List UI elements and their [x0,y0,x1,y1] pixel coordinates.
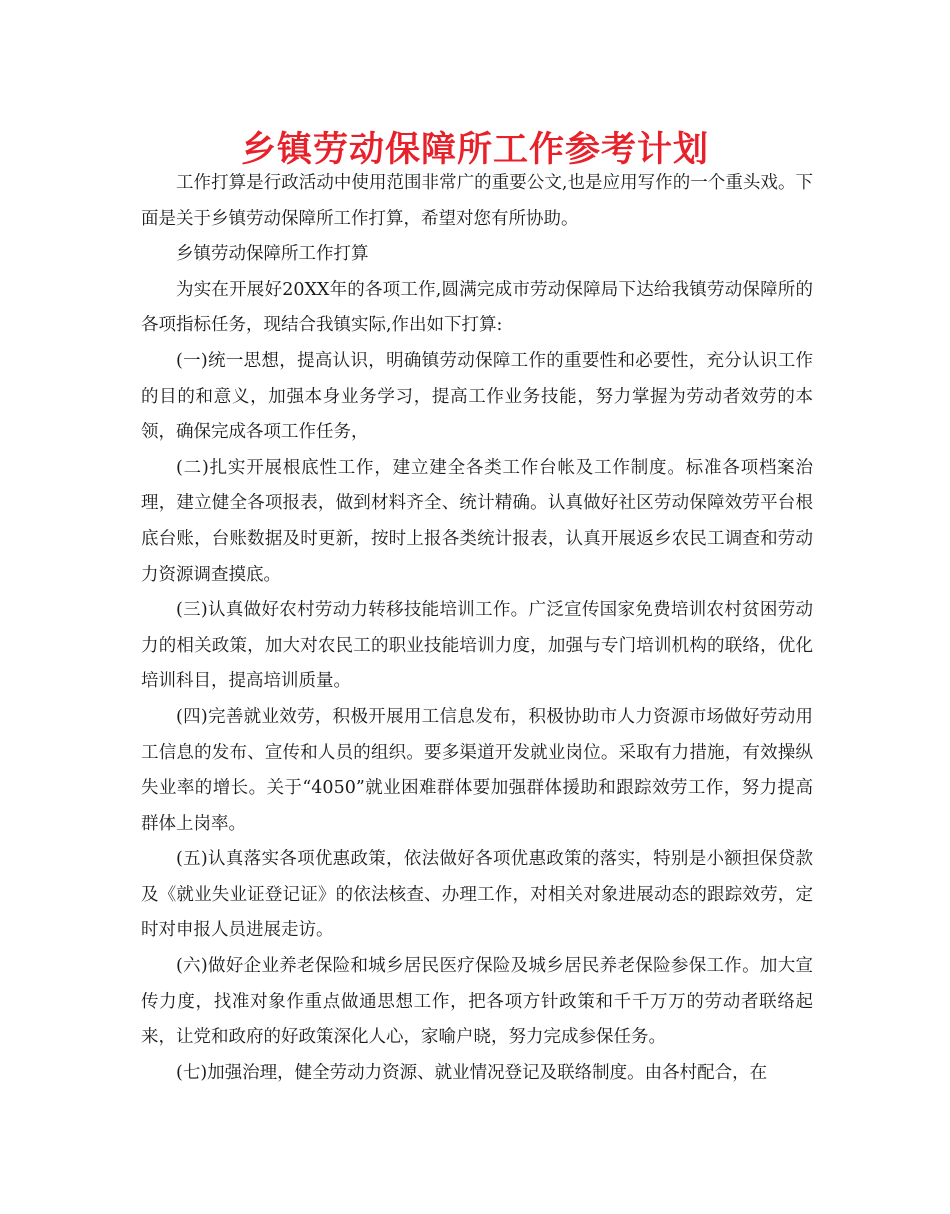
paragraph-item-5: (五)认真落实各项优惠政策，依法做好各项优惠政策的落实，特别是小额担保贷款及《就业失业证登记证》的依法核查、办理工作，对相关对象进展动态的跟踪效劳，定时对申报人员进展走访。 [141,849,813,941]
paragraph-intro: 工作打算是行政活动中使用范围非常广的重要公文,也是应用写作的一个重头戏。下面是关于乡镇劳动保障所工作打算，希望对您有所协助。 [141,173,813,229]
paragraph-item-3: (三)认真做好农村劳动力转移技能培训工作。广泛宣传国家免费培训农村贫困劳动力的相关政策，加大对农民工的职业技能培训力度，加强与专门培训机构的联络，优化培训科目，提高培训质量。 [141,600,813,692]
document-title: 乡镇劳动保障所工作参考计划 [240,130,709,170]
paragraph-subtitle: 乡镇劳动保障所工作打算 [176,244,369,265]
paragraph-item-4: (四)完善就业效劳，积极开展用工信息发布，积极协助市人力资源市场做好劳动用工信息的发布、宣传和人员的组织。要多渠道开发就业岗位。采取有力措施，有效操纵失业率的增长。关于“4050”就业困难群体要加强群体援助和跟踪效劳工作，努力提高群体上岗率。 [141,706,813,834]
paragraph-item-1: (一)统一思想，提高认识，明确镇劳动保障工作的重要性和必要性，充分认识工作的目的和意义，加强本身业务学习，提高工作业务技能，努力掌握为劳动者效劳的本领，确保完成各项工作任务， [141,350,813,443]
document-body [141,166,813,1091]
paragraph-item-6: (六)做好企业养老保险和城乡居民医疗保险及城乡居民养老保险参保工作。加大宣传力度，找准对象作重点做通思想工作，把各项方针政策和千千万万的劳动者联络起来，让党和政府的好政策深化人心，家喻户晓，努力完成参保任务。 [141,956,813,1048]
paragraph-preamble: 为实在开展好20XX年的各项工作,圆满完成市劳动保障局下达给我镇劳动保障所的各项指标任务，现结合我镇实际,作出如下打算: [141,279,813,336]
paragraph-item-2: (二)扎实开展根底性工作，建立建全各类工作台帐及工作制度。标准各项档案治理，建立健全各项报表，做到材料齐全、统计精确。认真做好社区劳动保障效劳平台根底台账，台账数据及时更新，按时上报各类统计报表，认真开展返乡农民工调查和劳动力资源调查摸底。 [141,457,813,585]
paragraph-item-7: (七)加强治理，健全劳动力资源、就业情况登记及联络制度。由各村配合，在 [176,1062,768,1083]
